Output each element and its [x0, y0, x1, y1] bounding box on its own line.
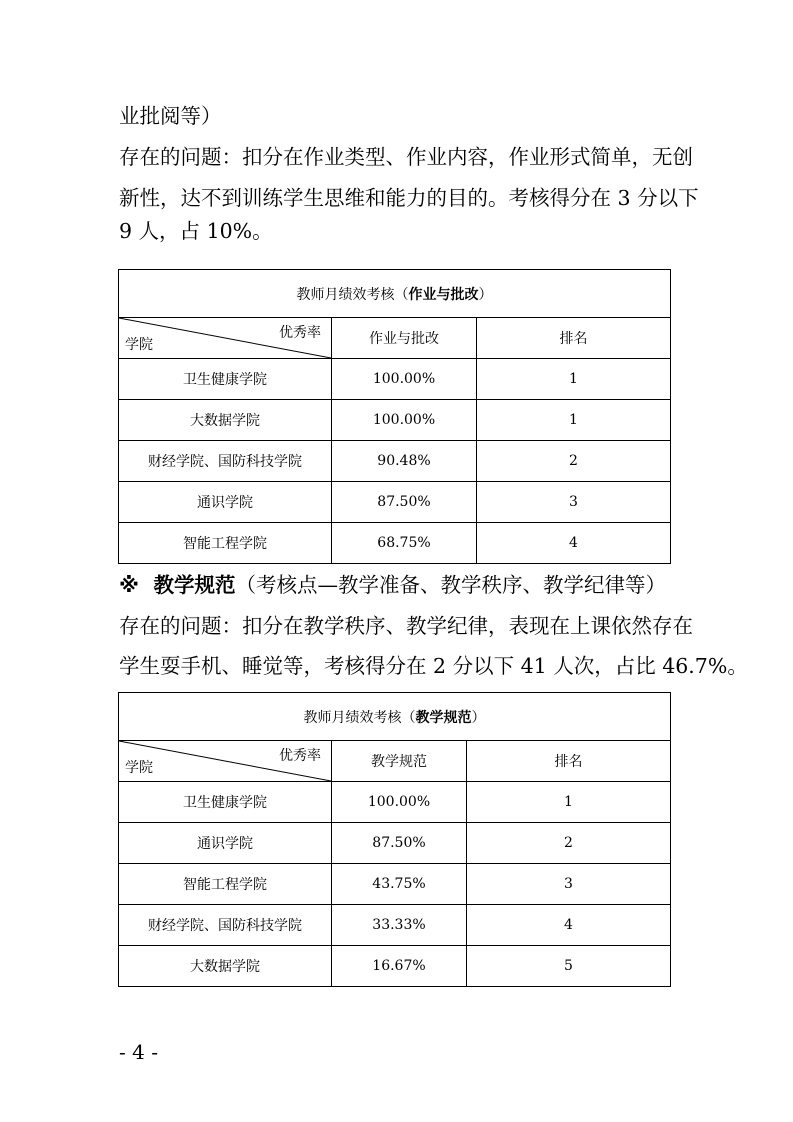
rank-cell: 2	[467, 823, 671, 864]
section-title: 教学规范	[153, 573, 236, 597]
table-row	[119, 905, 671, 946]
college-cell: 智能工程学院	[119, 523, 332, 564]
rate-cell: 90.48%	[332, 441, 477, 482]
section-note: （考核点—教学准备、教学秩序、教学纪律等）	[235, 573, 666, 597]
teaching-standard-table	[118, 692, 671, 987]
paragraph-line: 学生耍手机、睡觉等，考核得分在 2 分以下 41 人次，占比 46.7%。	[119, 654, 748, 678]
table-title-suffix: ）	[471, 709, 486, 726]
rate-cell: 87.50%	[332, 823, 467, 864]
reference-mark: ※	[119, 573, 139, 597]
college-cell: 智能工程学院	[119, 864, 332, 905]
table-title-prefix: 教师月绩效考核（	[303, 709, 416, 726]
rank-cell: 2	[477, 441, 671, 482]
rate-cell: 100.00%	[332, 400, 477, 441]
diagonal-header-cell	[119, 741, 332, 782]
college-cell: 财经学院、国防科技学院	[119, 441, 332, 482]
rate-cell: 16.67%	[332, 946, 467, 987]
homework-grading-table	[118, 269, 671, 564]
rate-cell: 33.33%	[332, 905, 467, 946]
table-title	[119, 693, 671, 741]
header-rank: 排名	[467, 741, 671, 782]
paragraph-line: 存在的问题：扣分在作业类型、作业内容，作业形式简单，无创	[119, 145, 693, 169]
college-cell: 大数据学院	[119, 946, 332, 987]
rank-cell: 5	[467, 946, 671, 987]
rank-cell: 3	[477, 482, 671, 523]
table-row	[119, 782, 671, 823]
paragraph-line: 9 人，占 10%。	[119, 219, 273, 243]
table-row	[119, 482, 671, 523]
table-row	[119, 823, 671, 864]
table-row	[119, 441, 671, 482]
table-row	[119, 400, 671, 441]
rate-cell: 100.00%	[332, 782, 467, 823]
rank-cell: 4	[467, 905, 671, 946]
table-title-bold: 教学规范	[415, 709, 472, 726]
rank-cell: 3	[467, 864, 671, 905]
paragraph-line: 业批阅等）	[119, 104, 222, 128]
rate-cell: 87.50%	[332, 482, 477, 523]
header-rank: 排名	[477, 318, 671, 359]
table-title-prefix: 教师月绩效考核（	[296, 286, 409, 303]
table-title-suffix: ）	[478, 286, 493, 303]
rank-cell: 1	[477, 400, 671, 441]
rank-cell: 4	[477, 523, 671, 564]
college-cell: 通识学院	[119, 482, 332, 523]
table-row	[119, 523, 671, 564]
rank-cell: 1	[467, 782, 671, 823]
college-cell: 大数据学院	[119, 400, 332, 441]
header-college: 学院	[125, 760, 153, 776]
college-cell: 通识学院	[119, 823, 332, 864]
table-title-bold: 作业与批改	[408, 286, 479, 303]
header-metric: 教学规范	[332, 741, 467, 782]
college-cell: 卫生健康学院	[119, 782, 332, 823]
college-cell: 卫生健康学院	[119, 359, 332, 400]
page-number: - 4 -	[119, 1040, 158, 1064]
college-cell: 财经学院、国防科技学院	[119, 905, 332, 946]
diagonal-header-cell	[119, 318, 332, 359]
header-rate: 优秀率	[279, 325, 321, 341]
table-row	[119, 359, 671, 400]
section-heading	[119, 565, 666, 605]
table-row	[119, 864, 671, 905]
rate-cell: 43.75%	[332, 864, 467, 905]
header-metric: 作业与批改	[332, 318, 477, 359]
rate-cell: 100.00%	[332, 359, 477, 400]
rank-cell: 1	[477, 359, 671, 400]
paragraph-line: 存在的问题：扣分在教学秩序、教学纪律，表现在上课依然存在	[119, 614, 693, 638]
rate-cell: 68.75%	[332, 523, 477, 564]
header-college: 学院	[125, 337, 153, 353]
header-rate: 优秀率	[279, 748, 321, 764]
table-title	[119, 270, 671, 318]
paragraph-line: 新性，达不到训练学生思维和能力的目的。考核得分在 3 分以下	[119, 186, 699, 210]
table-row	[119, 946, 671, 987]
